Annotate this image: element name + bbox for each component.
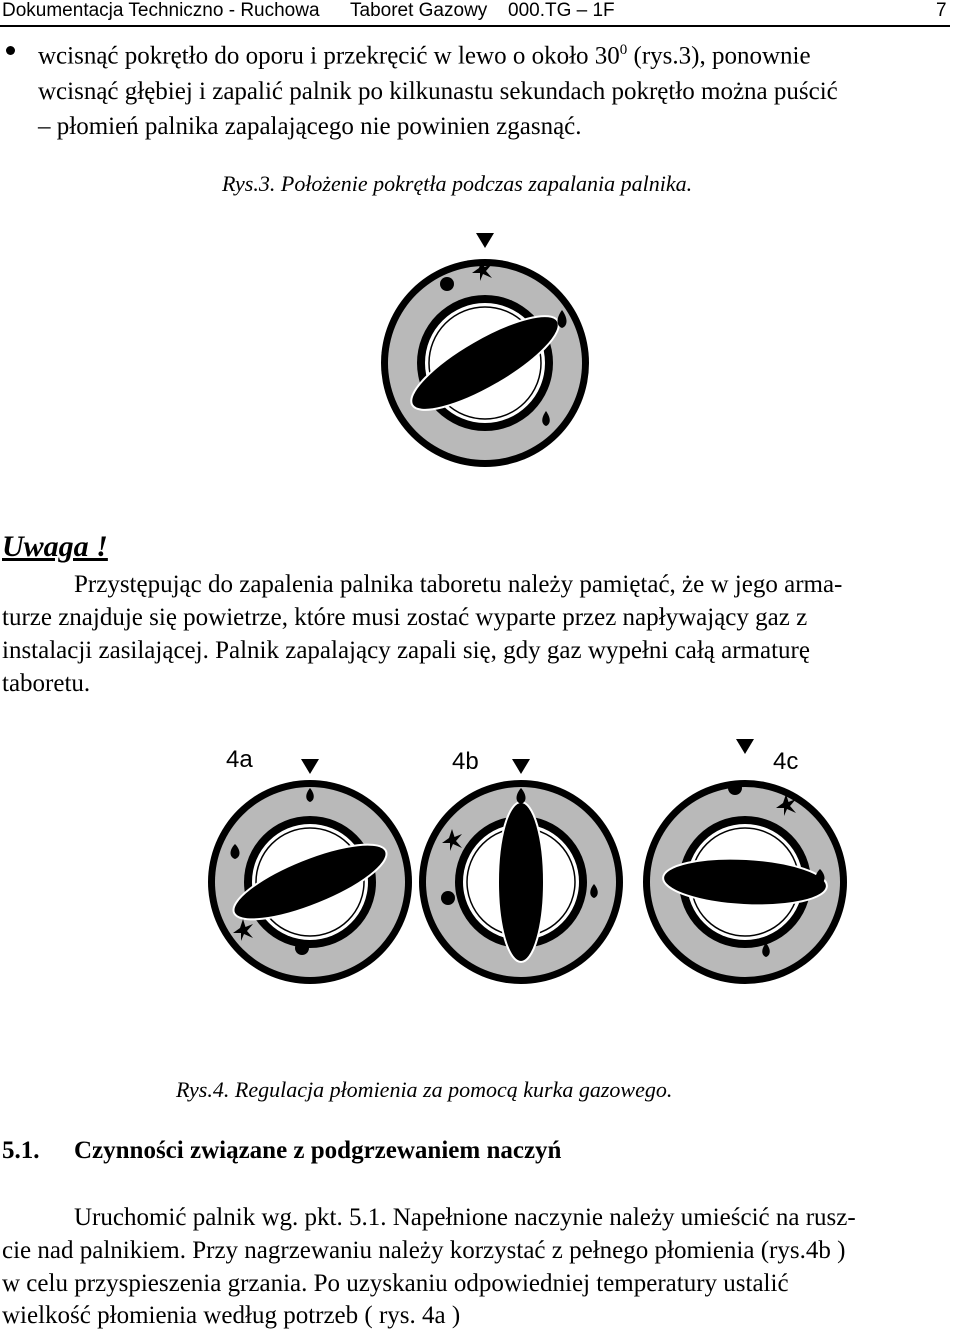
pointer-triangle-icon bbox=[476, 233, 494, 248]
knob-fig3 bbox=[370, 225, 600, 475]
pointer-triangle-icon bbox=[512, 759, 530, 774]
fig4-caption-number: Rys.4. bbox=[176, 1077, 230, 1102]
off-position-dot-icon bbox=[728, 781, 742, 795]
off-position-dot-icon bbox=[295, 941, 309, 955]
off-position-dot-icon bbox=[440, 277, 454, 291]
warning-title: Uwaga ! bbox=[2, 530, 108, 563]
pointer-triangle-icon bbox=[736, 739, 754, 754]
bullet-line-1-text: wcisnąć pokrętło do oporu i przekręcić w lewo o około 30 bbox=[38, 42, 620, 70]
fig3-caption-number: Rys.3. bbox=[222, 171, 276, 196]
header-product: Taboret Gazowy bbox=[350, 0, 488, 21]
fig4-caption bbox=[176, 1077, 672, 1103]
section-number: 5.1. bbox=[2, 1137, 40, 1164]
warning-line-1: Przystępując do zapalenia palnika taboretu należy pamiętać, że w jego arma- bbox=[74, 571, 843, 598]
section-line-1: Uruchomić palnik wg. pkt. 5.1. Napełnione naczynie należy umieścić na rusz- bbox=[74, 1204, 856, 1231]
bullet-line-1 bbox=[38, 34, 960, 72]
knob-label-4b: 4b bbox=[452, 748, 479, 775]
warning-line-2: turze znajduje się powietrze, które musi zostać wyparte przez napływający gaz z bbox=[2, 604, 808, 631]
knob-4c bbox=[637, 732, 857, 988]
section-title: Czynności związane z podgrzewaniem naczyń bbox=[74, 1137, 562, 1164]
fig3-caption-text: Położenie pokrętła podczas zapalania palnika. bbox=[275, 171, 693, 196]
bullet-line-3: – płomień palnika zapalającego nie powinien zgasnąć. bbox=[38, 113, 582, 140]
header-rule bbox=[0, 25, 950, 27]
warning-line-4: taboretu. bbox=[2, 670, 91, 697]
bullet-line-2: wcisnąć głębiej i zapalić palnik po kilkunastu sekundach pokrętło można puścić bbox=[38, 78, 838, 105]
off-position-dot-icon bbox=[441, 891, 455, 905]
header-doc-title: Dokumentacja Techniczno - Ruchowa bbox=[2, 0, 320, 21]
warning-line-3: instalacji zasilającej. Palnik zapalający zapali się, gdy gaz wypełni całą armaturę bbox=[2, 637, 810, 664]
fig4-caption-text: Regulacja płomienia za pomocą kurka gazowego. bbox=[229, 1077, 673, 1102]
bullet-line-1-rest: (rys.3), ponownie bbox=[627, 42, 811, 70]
knob-handle bbox=[498, 802, 544, 962]
fig3-caption bbox=[222, 171, 692, 197]
header-page-number: 7 bbox=[936, 0, 947, 21]
section-line-2: cie nad palnikiem. Przy nagrzewaniu należy korzystać z pełnego płomienia (rys.4b ) bbox=[2, 1237, 846, 1264]
section-line-3: w celu przyspieszenia grzania. Po uzyskaniu odpowiedniej temperatury ustalić bbox=[2, 1270, 789, 1297]
knob-4a bbox=[207, 752, 423, 988]
knob-label-4c: 4c bbox=[773, 748, 799, 775]
header-code: 000.TG – 1F bbox=[508, 0, 615, 21]
bullet-icon bbox=[6, 46, 15, 55]
degree-superscript: 0 bbox=[619, 42, 628, 58]
pointer-triangle-icon bbox=[301, 759, 319, 774]
knob-label-4a: 4a bbox=[226, 746, 253, 773]
knob-4b bbox=[418, 752, 628, 988]
section-line-4: wielkość płomienia według potrzeb ( rys. 4a ) bbox=[2, 1302, 461, 1329]
